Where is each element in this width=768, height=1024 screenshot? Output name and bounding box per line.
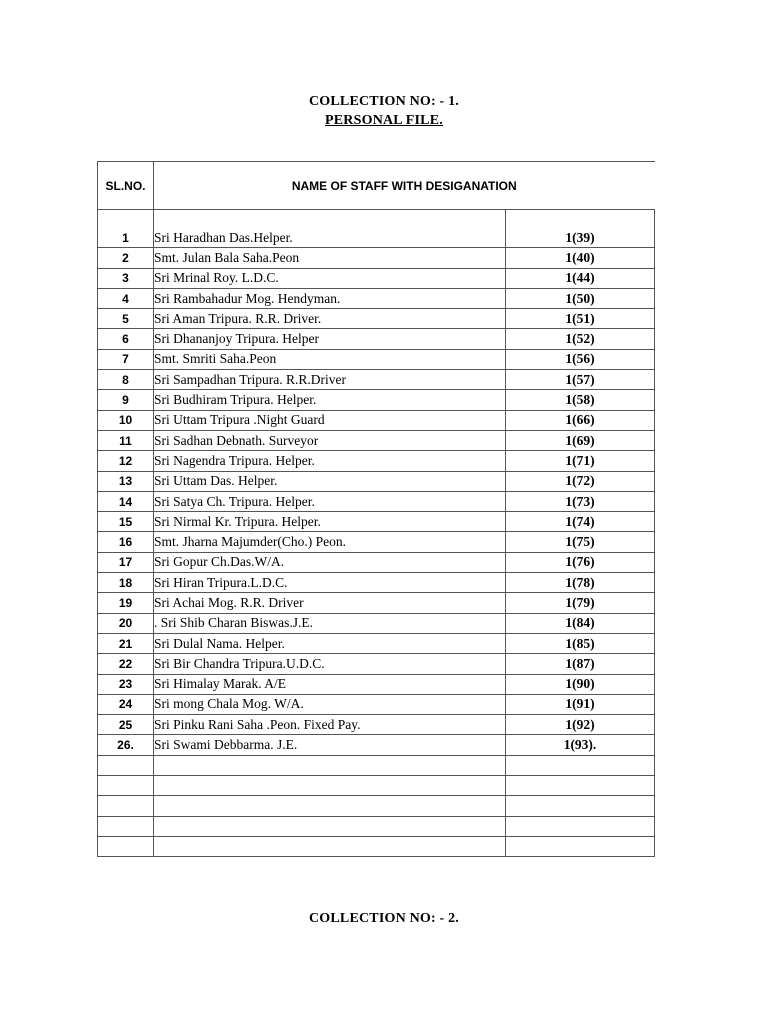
serial-number-cell: 22 bbox=[98, 654, 154, 674]
file-number-cell: 1(51) bbox=[506, 309, 655, 329]
serial-number-cell: 3 bbox=[98, 268, 154, 288]
serial-number-cell: 26. bbox=[98, 735, 154, 755]
table-row bbox=[98, 451, 655, 471]
table-row bbox=[98, 593, 655, 613]
table-spacer-row bbox=[98, 210, 655, 229]
column-header-name: NAME OF STAFF WITH DESIGANATION bbox=[154, 162, 655, 210]
serial-number-cell: 6 bbox=[98, 329, 154, 349]
serial-number-cell: 20 bbox=[98, 613, 154, 633]
serial-number-cell: 1 bbox=[98, 228, 154, 248]
empty-table-row bbox=[98, 796, 655, 816]
file-number-cell: 1(90) bbox=[506, 674, 655, 694]
staff-name-cell: Sri Hiran Tripura.L.D.C. bbox=[154, 573, 506, 593]
serial-number-cell: 25 bbox=[98, 715, 154, 735]
empty-cell bbox=[506, 796, 655, 816]
empty-cell bbox=[154, 816, 506, 836]
staff-name-cell: Sri Bir Chandra Tripura.U.D.C. bbox=[154, 654, 506, 674]
file-number-cell: 1(66) bbox=[506, 410, 655, 430]
staff-name-cell: Sri Dhananjoy Tripura. Helper bbox=[154, 329, 506, 349]
staff-name-cell: Sri Pinku Rani Saha .Peon. Fixed Pay. bbox=[154, 715, 506, 735]
staff-name-cell: Sri Nagendra Tripura. Helper. bbox=[154, 451, 506, 471]
staff-name-cell: Sri Dulal Nama. Helper. bbox=[154, 633, 506, 653]
empty-cell bbox=[98, 776, 154, 796]
file-number-cell: 1(76) bbox=[506, 552, 655, 572]
table-row bbox=[98, 552, 655, 572]
staff-name-cell: Sri Sadhan Debnath. Surveyor bbox=[154, 430, 506, 450]
empty-table-row bbox=[98, 776, 655, 796]
table-header-row bbox=[98, 162, 655, 210]
file-number-cell: 1(57) bbox=[506, 370, 655, 390]
table-row bbox=[98, 410, 655, 430]
file-number-cell: 1(75) bbox=[506, 532, 655, 552]
staff-name-cell: Smt. Julan Bala Saha.Peon bbox=[154, 248, 506, 268]
staff-name-cell: Sri Nirmal Kr. Tripura. Helper. bbox=[154, 512, 506, 532]
staff-name-cell: Sri Budhiram Tripura. Helper. bbox=[154, 390, 506, 410]
table-row bbox=[98, 633, 655, 653]
serial-number-cell: 5 bbox=[98, 309, 154, 329]
table-row bbox=[98, 430, 655, 450]
file-number-cell: 1(72) bbox=[506, 471, 655, 491]
table-row bbox=[98, 694, 655, 714]
staff-table bbox=[97, 161, 655, 857]
table-row bbox=[98, 532, 655, 552]
empty-cell bbox=[506, 755, 655, 775]
table-row bbox=[98, 491, 655, 511]
file-number-cell: 1(71) bbox=[506, 451, 655, 471]
empty-cell bbox=[154, 776, 506, 796]
empty-cell bbox=[98, 796, 154, 816]
staff-name-cell: Sri Mrinal Roy. L.D.C. bbox=[154, 268, 506, 288]
serial-number-cell: 13 bbox=[98, 471, 154, 491]
serial-number-cell: 17 bbox=[98, 552, 154, 572]
staff-name-cell: Sri mong Chala Mog. W/A. bbox=[154, 694, 506, 714]
serial-number-cell: 16 bbox=[98, 532, 154, 552]
file-number-cell: 1(69) bbox=[506, 430, 655, 450]
table-row bbox=[98, 613, 655, 633]
serial-number-cell: 23 bbox=[98, 674, 154, 694]
empty-table-row bbox=[98, 816, 655, 836]
column-header-sl: SL.NO. bbox=[98, 162, 154, 210]
empty-cell bbox=[98, 755, 154, 775]
staff-name-cell: Smt. Smriti Saha.Peon bbox=[154, 349, 506, 369]
empty-cell bbox=[98, 816, 154, 836]
empty-cell bbox=[154, 836, 506, 856]
table-row bbox=[98, 309, 655, 329]
collection-2-heading: COLLECTION NO: - 2. bbox=[308, 911, 460, 926]
empty-table-row bbox=[98, 836, 655, 856]
file-number-cell: 1(79) bbox=[506, 593, 655, 613]
table-row bbox=[98, 512, 655, 532]
staff-name-cell: Sri Haradhan Das.Helper. bbox=[154, 228, 506, 248]
file-number-cell: 1(52) bbox=[506, 329, 655, 349]
file-number-cell: 1(78) bbox=[506, 573, 655, 593]
serial-number-cell: 24 bbox=[98, 694, 154, 714]
file-number-cell: 1(84) bbox=[506, 613, 655, 633]
table-row bbox=[98, 715, 655, 735]
table-row bbox=[98, 370, 655, 390]
table-row bbox=[98, 471, 655, 491]
serial-number-cell: 4 bbox=[98, 288, 154, 308]
file-number-cell: 1(74) bbox=[506, 512, 655, 532]
table-row bbox=[98, 349, 655, 369]
personal-file-heading: PERSONAL FILE. bbox=[325, 113, 443, 128]
collection-heading: COLLECTION NO: - 1. bbox=[308, 94, 460, 109]
table-row bbox=[98, 329, 655, 349]
serial-number-cell: 15 bbox=[98, 512, 154, 532]
table-row bbox=[98, 654, 655, 674]
table-row bbox=[98, 248, 655, 268]
staff-name-cell: . Sri Shib Charan Biswas.J.E. bbox=[154, 613, 506, 633]
serial-number-cell: 8 bbox=[98, 370, 154, 390]
file-number-cell: 1(40) bbox=[506, 248, 655, 268]
file-number-cell: 1(87) bbox=[506, 654, 655, 674]
serial-number-cell: 10 bbox=[98, 410, 154, 430]
file-number-cell: 1(93). bbox=[506, 735, 655, 755]
staff-name-cell: Sri Himalay Marak. A/E bbox=[154, 674, 506, 694]
staff-name-cell: Sri Swami Debbarma. J.E. bbox=[154, 735, 506, 755]
empty-cell bbox=[154, 755, 506, 775]
file-number-cell: 1(58) bbox=[506, 390, 655, 410]
file-number-cell: 1(44) bbox=[506, 268, 655, 288]
file-number-cell: 1(91) bbox=[506, 694, 655, 714]
serial-number-cell: 19 bbox=[98, 593, 154, 613]
staff-name-cell: Sri Aman Tripura. R.R. Driver. bbox=[154, 309, 506, 329]
empty-cell bbox=[506, 776, 655, 796]
serial-number-cell: 21 bbox=[98, 633, 154, 653]
table-row bbox=[98, 288, 655, 308]
serial-number-cell: 12 bbox=[98, 451, 154, 471]
staff-name-cell: Sri Gopur Ch.Das.W/A. bbox=[154, 552, 506, 572]
empty-table-row bbox=[98, 755, 655, 775]
file-number-cell: 1(39) bbox=[506, 228, 655, 248]
staff-name-cell: Sri Achai Mog. R.R. Driver bbox=[154, 593, 506, 613]
serial-number-cell: 11 bbox=[98, 430, 154, 450]
staff-name-cell: Sri Uttam Das. Helper. bbox=[154, 471, 506, 491]
serial-number-cell: 7 bbox=[98, 349, 154, 369]
file-number-cell: 1(92) bbox=[506, 715, 655, 735]
table-row bbox=[98, 390, 655, 410]
staff-name-cell: Sri Rambahadur Mog. Hendyman. bbox=[154, 288, 506, 308]
file-number-cell: 1(56) bbox=[506, 349, 655, 369]
table-row bbox=[98, 735, 655, 755]
staff-name-cell: Sri Uttam Tripura .Night Guard bbox=[154, 410, 506, 430]
staff-name-cell: Sri Satya Ch. Tripura. Helper. bbox=[154, 491, 506, 511]
table-row bbox=[98, 268, 655, 288]
empty-cell bbox=[506, 816, 655, 836]
staff-name-cell: Sri Sampadhan Tripura. R.R.Driver bbox=[154, 370, 506, 390]
file-number-cell: 1(50) bbox=[506, 288, 655, 308]
table-row bbox=[98, 674, 655, 694]
staff-name-cell: Smt. Jharna Majumder(Cho.) Peon. bbox=[154, 532, 506, 552]
empty-cell bbox=[506, 836, 655, 856]
empty-cell bbox=[98, 836, 154, 856]
table-row bbox=[98, 228, 655, 248]
serial-number-cell: 14 bbox=[98, 491, 154, 511]
serial-number-cell: 2 bbox=[98, 248, 154, 268]
serial-number-cell: 9 bbox=[98, 390, 154, 410]
file-number-cell: 1(85) bbox=[506, 633, 655, 653]
serial-number-cell: 18 bbox=[98, 573, 154, 593]
file-number-cell: 1(73) bbox=[506, 491, 655, 511]
empty-cell bbox=[154, 796, 506, 816]
table-row bbox=[98, 573, 655, 593]
